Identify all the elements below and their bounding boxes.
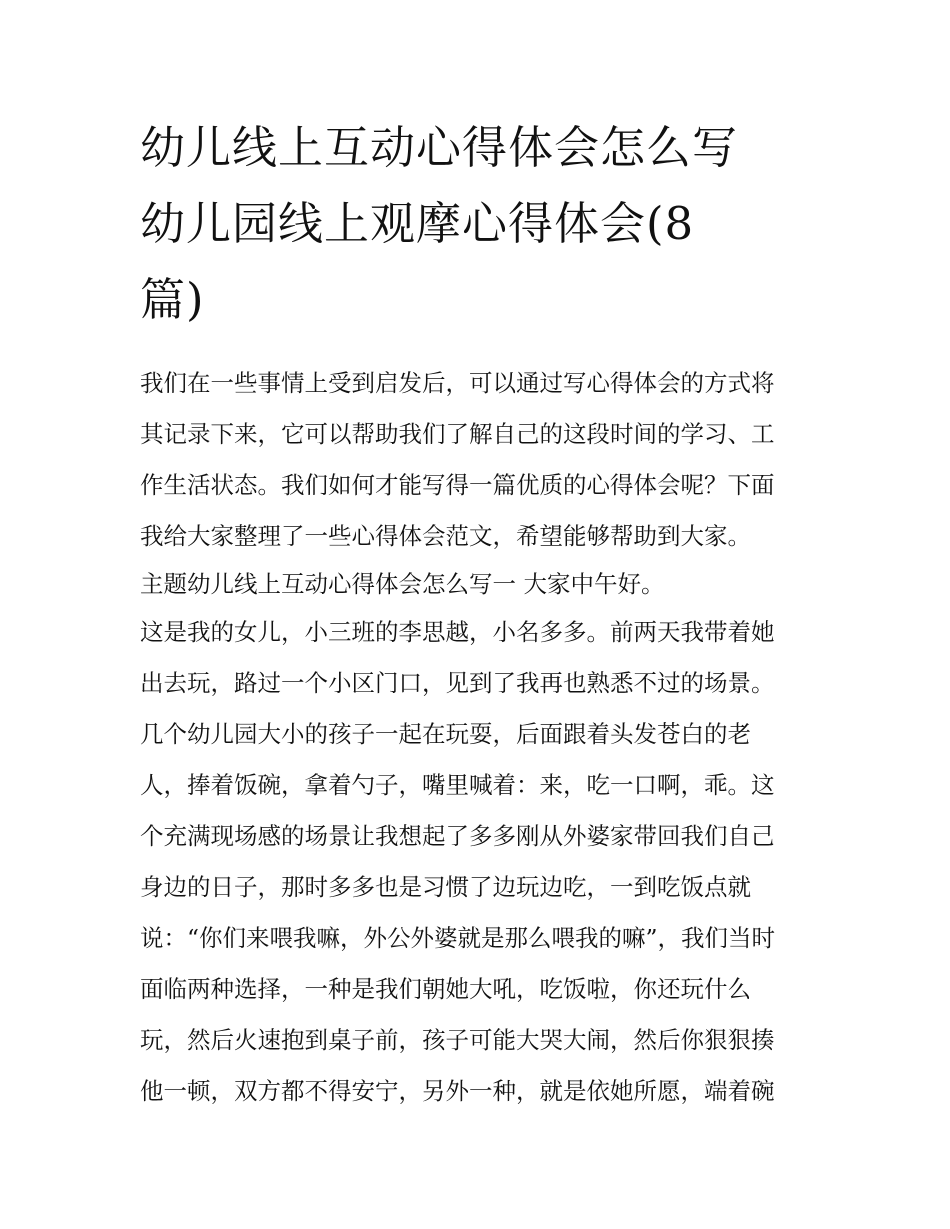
paragraph-intro: 我们在一些事情上受到启发后，可以通过写心得体会的方式将 其记录下来，它可以帮助我们了解自己的这段时间的学习、工 作生活状态。我们如何才能写得一篇优质的心得体会呢？下面 我给大家整理了一些心得体会范文，希望能够帮助到大家。: [140, 369, 775, 550]
paragraph-topic-line: 主题幼儿线上互动心得体会怎么写一 大家中午好。: [140, 570, 665, 598]
document-title: 幼儿线上互动心得体会怎么写 幼儿园线上观摩心得体会(8 篇): [140, 121, 739, 326]
document-body: [140, 358, 812, 1117]
paragraph-story: 这是我的女儿，小三班的李思越，小名多多。前两天我带着她 出去玩，路过一个小区门口，见到了我再也熟悉不过的场景。 几个幼儿园大小的孩子一起在玩耍，后面跟着头发苍白的老 人，捧着饭碗，拿着勺子，嘴里喊着：来，吃一口啊，乖。这 个充满现场感的场景让我想起了多多刚从外婆家带回我们自己 身边的日子，那时多多也是习惯了边玩边吃，一到吃饭点就 说：“你们来喂我嘛，外公外婆就是那么喂我的嘛”，我们当时 面临两种选择，一种是我们朝她大吼，吃饭啦，你还玩什么 玩，然后火速抱到桌子前，孩子可能大哭大闹，然后你狠狠揍 他一顿，双方都不得安宁，另外一种，就是依她所愿，端着碗: [140, 618, 776, 1105]
document-page: [140, 110, 812, 1117]
